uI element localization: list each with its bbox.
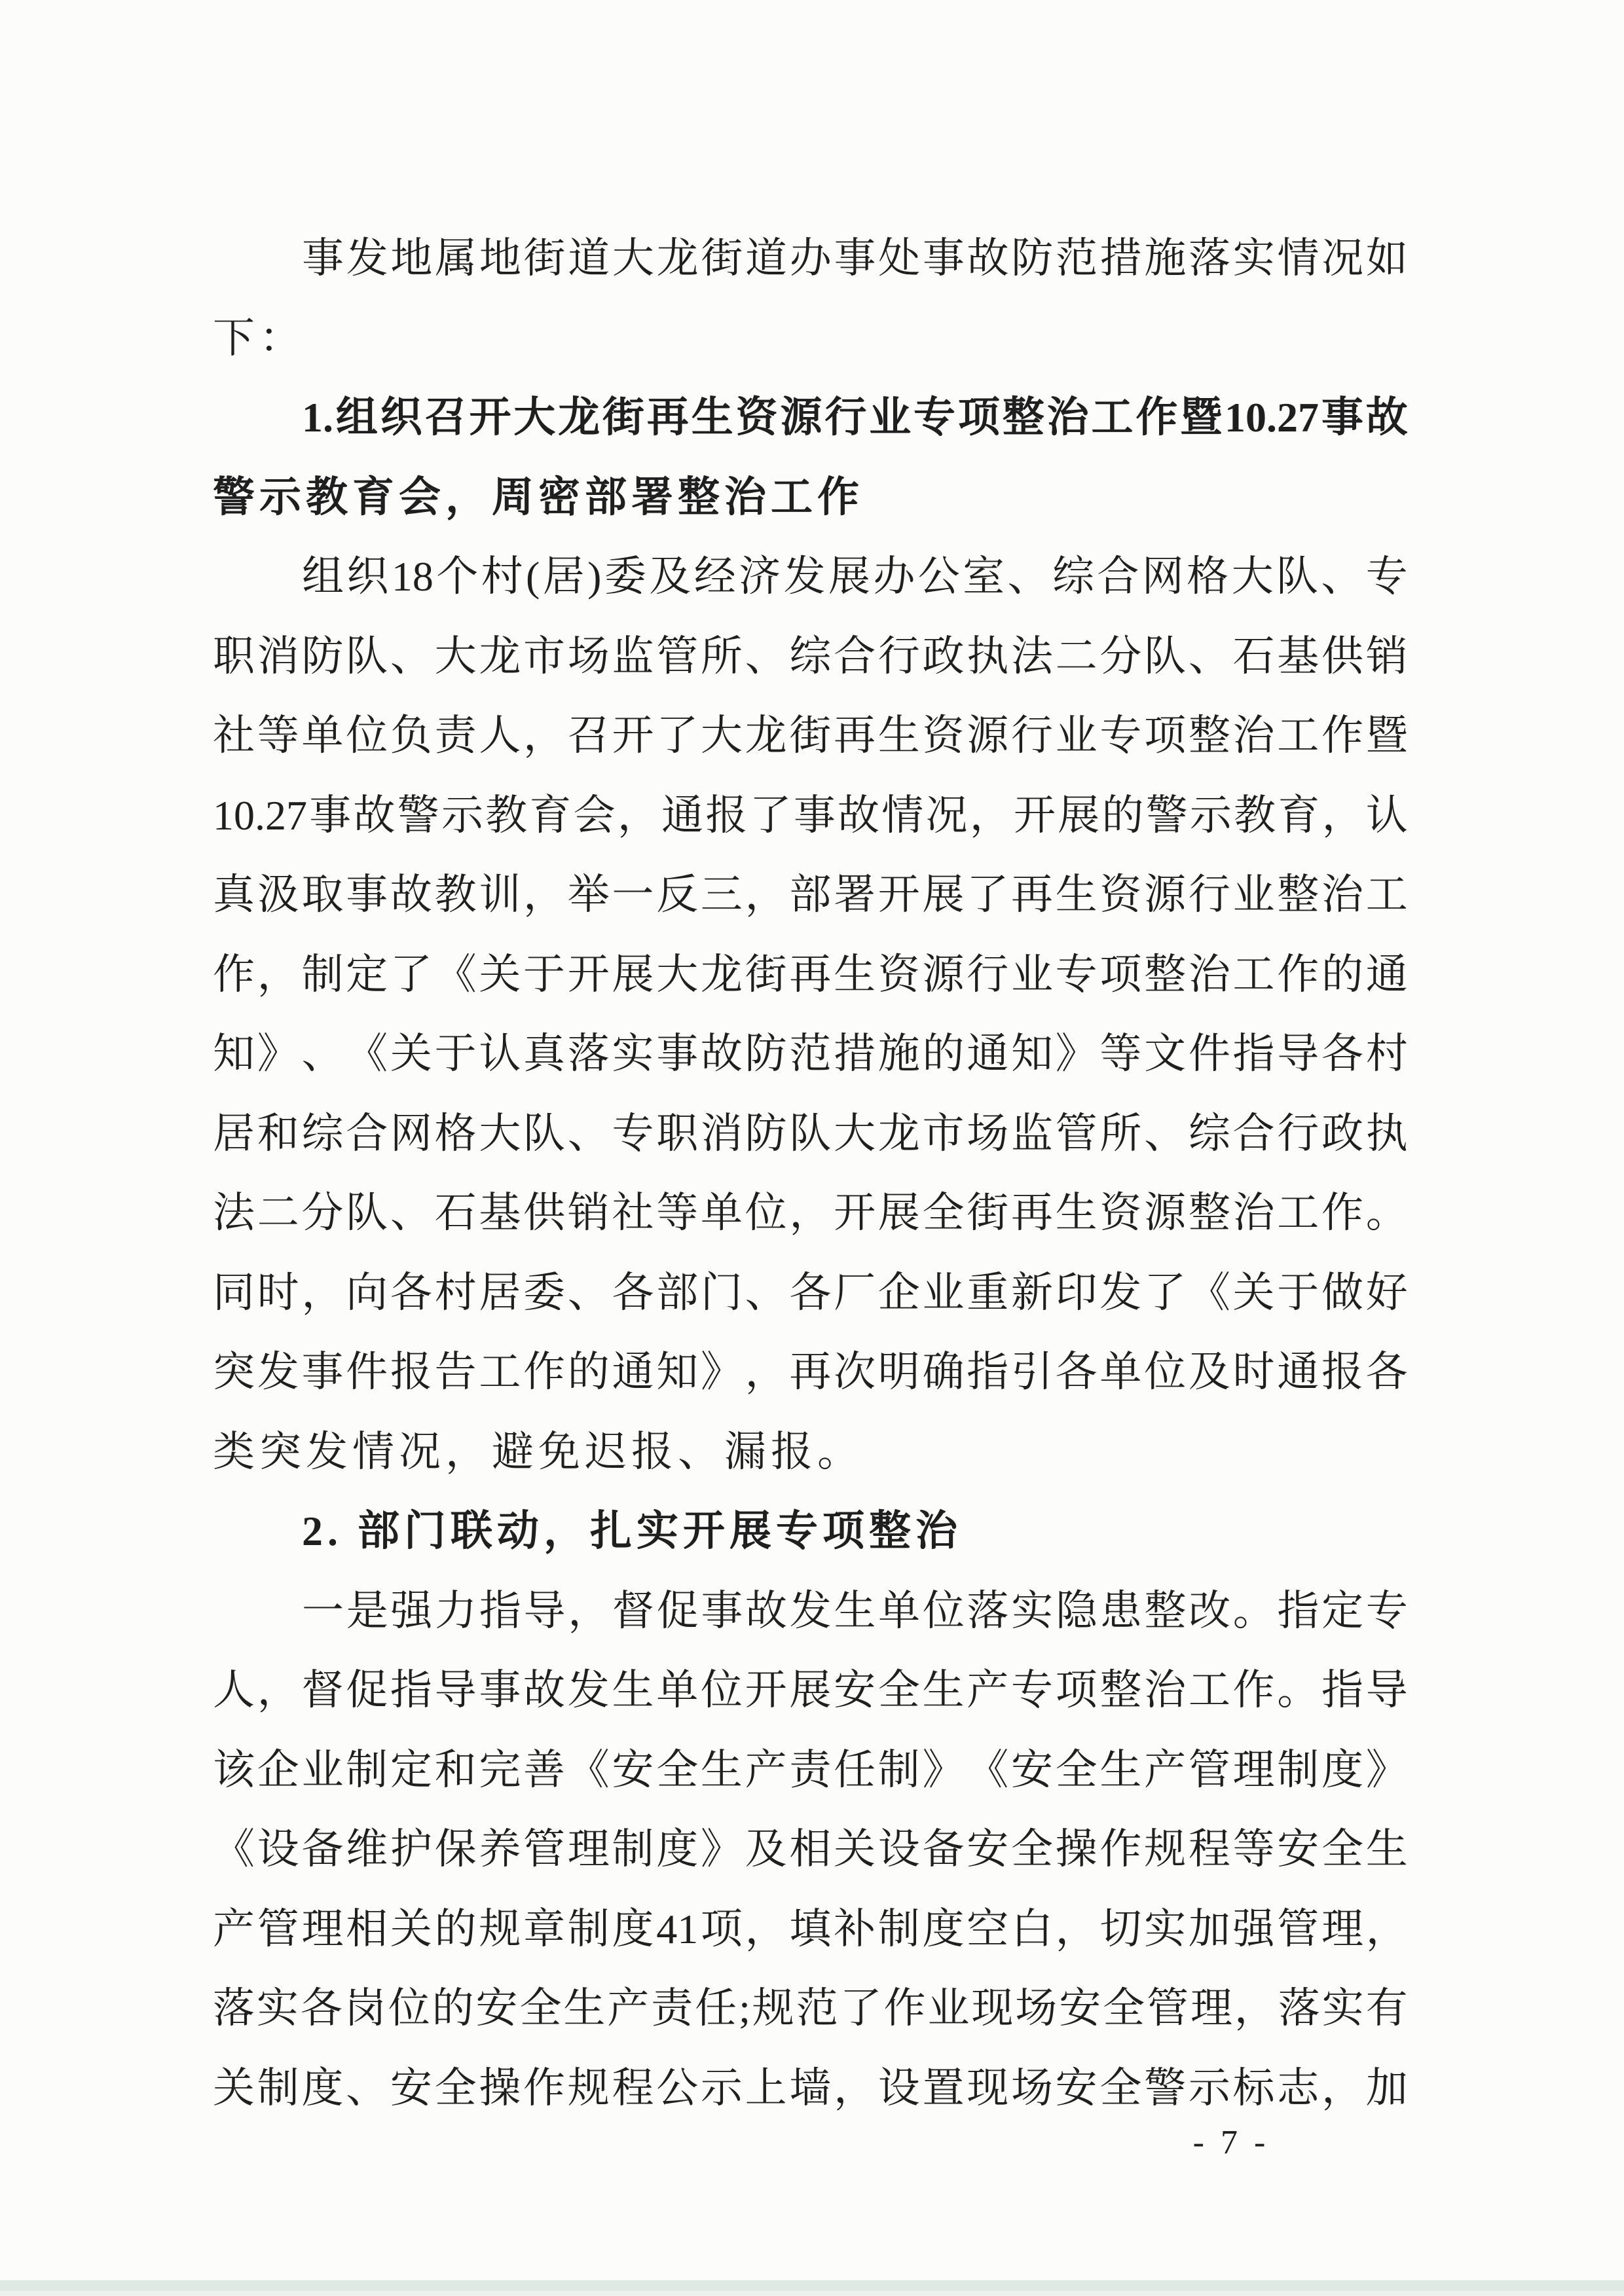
text-line: 关 制 度 、 安 全 操 作 规 程 公 示 上 墙 ， 设 置 现 场 安 全 警 示 标 志 ， 加 (213, 2064, 1408, 2111)
text-line: 职 消 防 队 、 大 龙 市 场 监 管 所 、 综 合 行 政 执 法 二 分 队 、 石 基 供 销 (213, 632, 1408, 680)
text-line: 法 二 分 队 、 石 基 供 销 社 等 单 位 ， 开 展 全 街 再 生 资 源 整 治 工 作 。 (213, 1190, 1408, 1236)
text-line: 组 织 18 个 村 ( 居 ) 委 及 经 济 发 展 办 公 室 、 综 合 网 格 大 队 、 专 (302, 553, 1408, 600)
text-line: 社 等 单 位 负 责 人 ， 召 开 了 大 龙 街 再 生 资 源 行 业 专 项 整 治 工 作 暨 (213, 712, 1408, 759)
text-line: 该 企 业 制 定 和 完 善 《 安 全 生 产 责 任 制 》 《 安 全 生 产 管 理 制 度 》 (213, 1746, 1408, 1793)
text-line: 突 发 事 件 报 告 工 作 的 通 知 》 ， 再 次 明 确 指 引 各 单 位 及 时 通 报 各 (213, 1349, 1408, 1395)
text-line: 作 ， 制 定 了 《 关 于 开 展 大 龙 街 再 生 资 源 行 业 专 项 整 治 工 作 的 通 (213, 951, 1408, 998)
scan-edge-shadow (0, 2291, 1624, 2296)
text-line: 居 和 综 合 网 格 大 队 、 专 职 消 防 队 大 龙 市 场 监 管 所 、 综 合 行 政 执 (213, 1110, 1408, 1157)
text-line: 落 实 各 岗 位 的 安 全 生 产 责 任 ; 规 范 了 作 业 现 场 安 全 管 理 ， 落 实 有 (213, 1985, 1408, 2032)
text-line: 人 ， 督 促 指 导 事 故 发 生 单 位 开 展 安 全 生 产 专 项 整 治 工 作 。 指 导 (213, 1667, 1408, 1713)
heading-line: 2. 部门联动，扎实开展专项整治 (302, 1508, 962, 1554)
scan-edge-band (0, 2280, 1624, 2291)
page-number: - 7 - (1192, 2124, 1270, 2161)
text-line: 产 管 理 相 关 的 规 章 制 度 41 项 ， 填 补 制 度 空 白 ， 切 实 加 强 管 理 ， (213, 1905, 1408, 1952)
document-body (213, 219, 1408, 2128)
text-line: 同 时 ， 向 各 村 居 委 、 各 部 门 、 各 厂 企 业 重 新 印 发 了 《 关 于 做 好 (213, 1269, 1408, 1316)
text-line: 一 是 强 力 指 导 ， 督 促 事 故 发 生 单 位 落 实 隐 患 整 改 。 指 定 专 (302, 1587, 1408, 1634)
text-line: 事 发 地 属 地 街 道 大 龙 街 道 办 事 处 事 故 防 范 措 施 落 实 情 况 如 (302, 235, 1408, 282)
text-line: 下： (213, 314, 306, 361)
text-line: 类突发情况，避免迟报、漏报。 (213, 1428, 864, 1475)
heading-line: 警示教育会，周密部署整治工作 (213, 473, 864, 520)
heading-line: 1. 组 织 召 开 大 龙 街 再 生 资 源 行 业 专 项 整 治 工 作 暨 10.27 事 故 (302, 394, 1408, 441)
text-line: 知 》 、 《 关 于 认 真 落 实 事 故 防 范 措 施 的 通 知 》 等 文 件 指 导 各 村 (213, 1030, 1408, 1077)
text-line: 真 汲 取 事 故 教 训 ， 举 一 反 三 ， 部 署 开 展 了 再 生 资 源 行 业 整 治 工 (213, 871, 1408, 918)
text-line: 《 设 备 维 护 保 养 管 理 制 度 》 及 相 关 设 备 安 全 操 作 规 程 等 安 全 生 (213, 1826, 1408, 1872)
text-line: 10.27 事 故 警 示 教 育 会 ， 通 报 了 事 故 情 况 ， 开 展 的 警 示 教 育 ， 认 (213, 792, 1408, 839)
